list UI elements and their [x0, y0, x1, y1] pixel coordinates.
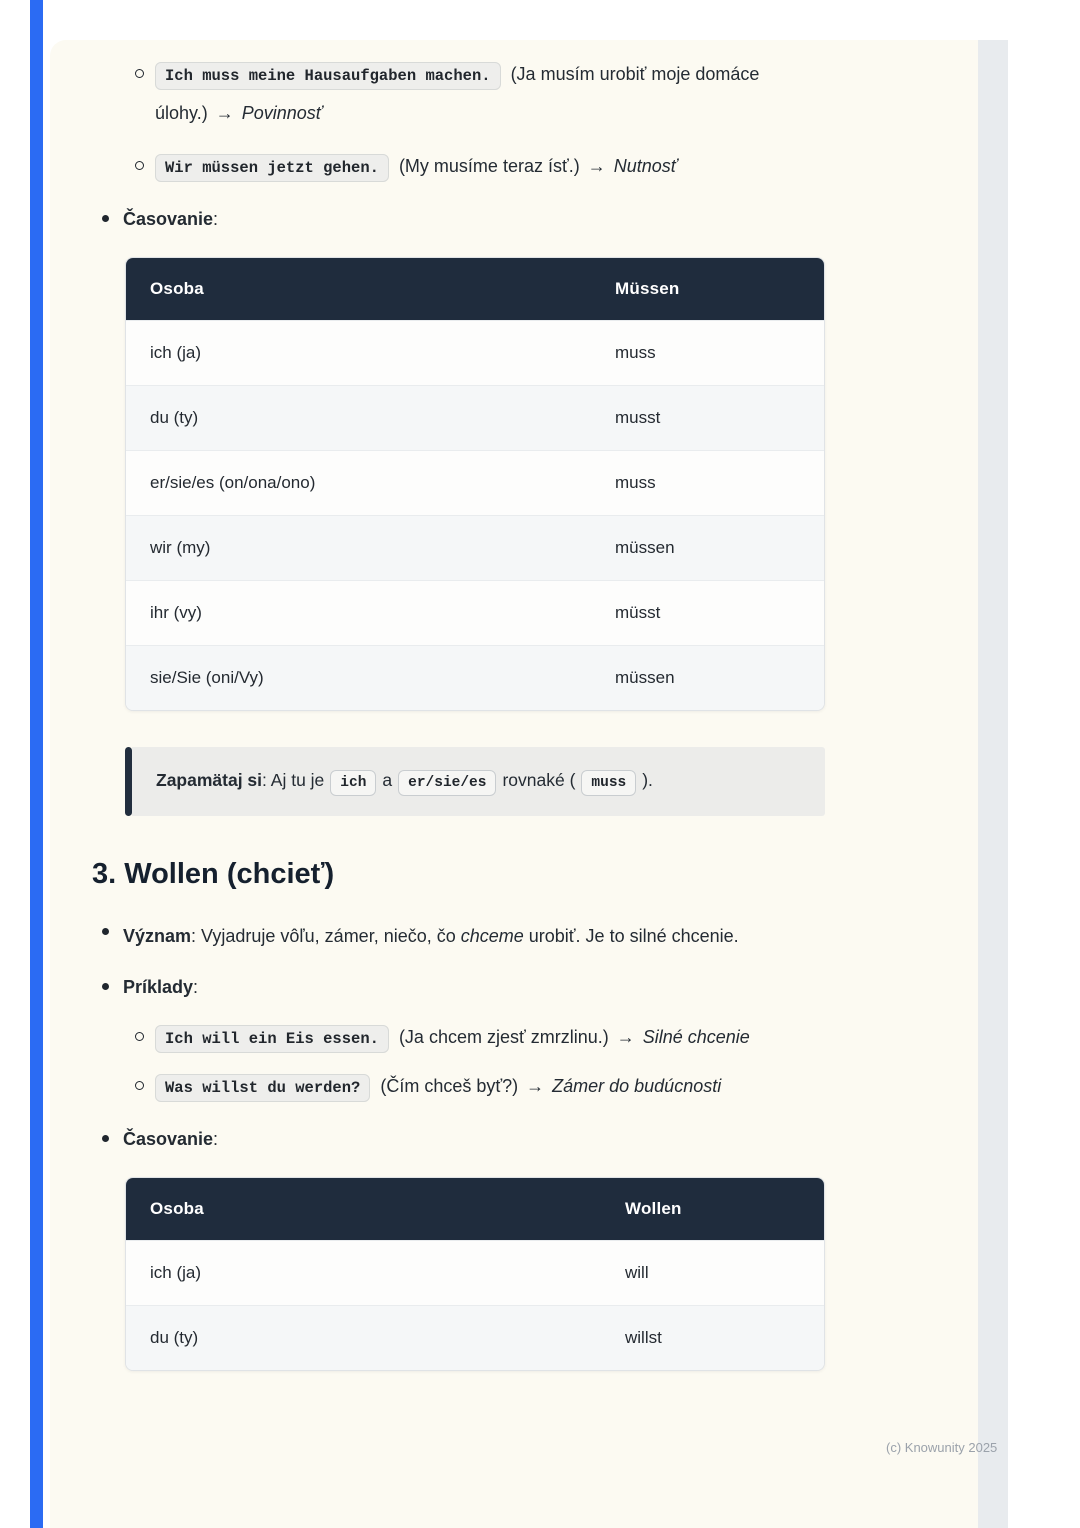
casovanie-label: Časovanie — [123, 209, 214, 229]
cell-form: müssen — [591, 516, 824, 581]
translation-text: (Ja musím urobiť moje domáce úlohy.) — [155, 64, 760, 123]
translation-text: (Ja chcem zjesť zmrzlinu.) — [398, 1027, 609, 1047]
document-content — [92, 56, 826, 1371]
cell-person: ich (ja) — [126, 321, 591, 386]
callout-text: rovnaké ( — [502, 770, 576, 790]
example-item — [100, 1019, 826, 1058]
code-snippet: muss — [581, 770, 636, 796]
colon: : — [213, 1129, 219, 1149]
vyznam-emphasis: chceme — [460, 926, 524, 946]
cell-form: muss — [591, 451, 824, 516]
callout-text: ). — [642, 770, 653, 790]
priklady-label: Príklady — [123, 977, 194, 997]
translation-text: (My musíme teraz ísť.) — [398, 156, 580, 176]
casovanie-label-item — [100, 205, 826, 233]
cell-person: er/sie/es (on/ona/ono) — [126, 451, 591, 516]
code-snippet: Ich will ein Eis essen. — [155, 1025, 389, 1053]
table-row — [126, 581, 824, 646]
example-item — [100, 148, 826, 187]
arrow-right-icon: → — [526, 1076, 545, 1096]
callout-accent-bar — [125, 747, 132, 816]
table-row — [126, 1306, 824, 1371]
table-row — [126, 646, 824, 711]
code-snippet: Wir müssen jetzt gehen. — [155, 154, 389, 182]
vyznam-text: urobiť. Je to silné chcenie. — [523, 926, 739, 946]
vyznam-text: : Vyjadruje vôľu, zámer, niečo, čo — [191, 926, 461, 946]
vyznam-label: Význam — [123, 926, 192, 946]
arrow-right-icon: → — [215, 103, 234, 123]
code-snippet: Ich muss meine Hausaufgaben machen. — [155, 62, 501, 90]
col-header-wollen: Wollen — [601, 1178, 824, 1241]
page-left-accent-bar — [30, 0, 43, 1528]
table-header-row — [126, 258, 824, 321]
category-tag: Silné chcenie — [642, 1027, 750, 1047]
translation-text: (Čím chceš byť?) — [380, 1076, 519, 1096]
col-header-osoba: Osoba — [126, 1178, 601, 1241]
callout-text: : Aj tu je — [262, 770, 325, 790]
wollen-conjugation-table — [125, 1177, 825, 1371]
cell-form: muss — [591, 321, 824, 386]
arrow-right-icon: → — [616, 1027, 635, 1047]
code-snippet: er/sie/es — [398, 770, 496, 796]
callout-label: Zapamätaj si — [156, 770, 263, 790]
cell-person: du (ty) — [126, 386, 591, 451]
category-tag: Povinnosť — [241, 103, 323, 123]
cell-form: müsst — [591, 581, 824, 646]
col-header-muessen: Müssen — [591, 258, 824, 321]
vyznam-item — [100, 918, 826, 955]
casovanie-label: Časovanie — [123, 1129, 214, 1149]
section-heading-wollen: 3. Wollen (chcieť) — [92, 858, 335, 890]
table-row — [126, 386, 824, 451]
scrollbar-track[interactable] — [978, 40, 1008, 1528]
callout-text: a — [382, 770, 393, 790]
cell-person: du (ty) — [126, 1306, 601, 1371]
category-tag: Nutnosť — [613, 156, 678, 176]
casovanie-label-item — [100, 1125, 826, 1153]
table-header-row — [126, 1178, 824, 1241]
table-row — [126, 516, 824, 581]
cell-form: will — [601, 1241, 824, 1306]
callout-body — [132, 747, 825, 816]
col-header-osoba: Osoba — [126, 258, 591, 321]
cell-person: wir (my) — [126, 516, 591, 581]
example-item — [100, 56, 826, 132]
priklady-label-item — [100, 973, 826, 1001]
colon: : — [193, 977, 199, 997]
arrow-right-icon: → — [587, 156, 606, 176]
cell-person: sie/Sie (oni/Vy) — [126, 646, 591, 711]
cell-person: ich (ja) — [126, 1241, 601, 1306]
remember-callout — [125, 747, 825, 816]
colon: : — [213, 209, 219, 229]
muessen-conjugation-table — [125, 257, 825, 711]
code-snippet: Was willst du werden? — [155, 1074, 370, 1102]
table-row — [126, 321, 824, 386]
cell-form: willst — [601, 1306, 824, 1371]
code-snippet: ich — [330, 770, 376, 796]
example-item — [100, 1068, 826, 1107]
category-tag: Zámer do budúcnosti — [552, 1076, 722, 1096]
cell-form: müssen — [591, 646, 824, 711]
table-row — [126, 451, 824, 516]
cell-person: ihr (vy) — [126, 581, 591, 646]
cell-form: musst — [591, 386, 824, 451]
copyright-footer: (c) Knowunity 2025 — [886, 1440, 998, 1455]
table-row — [126, 1241, 824, 1306]
